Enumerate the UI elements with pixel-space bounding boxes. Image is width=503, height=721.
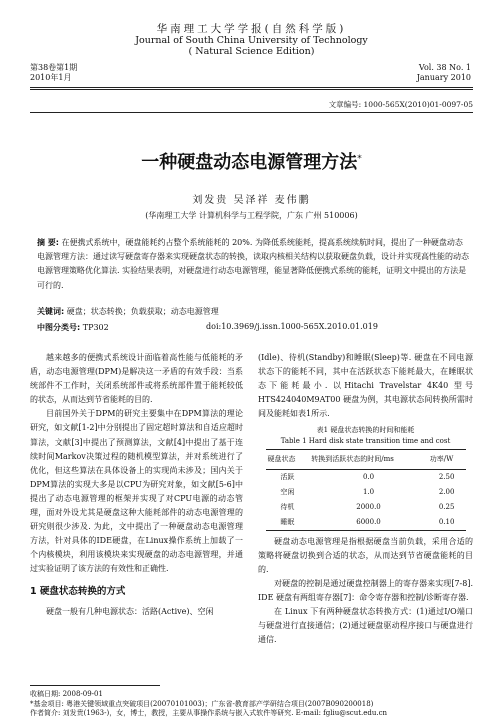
table-cell: 2000.0 [356, 502, 381, 511]
footnote-fund: *基金项目: 粤港关键领域重点突破项目(20070101003)；广东省-教育部产学研结合项目(2007B090200018) [30, 699, 374, 708]
keywords-text: 硬盘；状态转换；负载获取；动态电源管理 [66, 307, 219, 316]
journal-header [0, 24, 503, 57]
date-cn: 2010年1月 [30, 73, 72, 82]
left-column [30, 351, 243, 619]
table-row [266, 500, 466, 515]
journal-title-cn: 华南理工大学学报(自然科学版) [156, 23, 347, 35]
table-cell: 1.0 [362, 487, 375, 496]
section-heading: 1 硬盘状态转换的方式 [30, 585, 126, 597]
paragraph: 越来越多的便携式系统设计面临着高性能与低能耗的矛盾，动态电源管理(DPM)是解决这一矛盾的有效手段：当系统部件不工作时，关闭系统部件或将系统部件置于能耗较低的状态，从而达到节省能耗的目的. [30, 353, 243, 405]
clc-label: 中图分类号: [37, 323, 81, 332]
clc-number [37, 322, 109, 333]
table-cell: 6000.0 [309, 515, 427, 531]
table-cell: 睡眠 [266, 515, 310, 531]
footnote-author: 作者简介: 刘发贵(1963-)，女，博士，教授，主要从事操作系统与嵌入式软件等研究. E-mail: fgliu@scut.edu.cn [30, 709, 388, 717]
issue-info-cn [30, 63, 77, 83]
keywords-label: 关键词: [37, 307, 65, 316]
table-cell: 待机 [280, 502, 295, 511]
affiliation: (华南理工大学 计算机科学与工程学院，广东 广州 510006) [145, 211, 358, 220]
table-row [266, 469, 466, 485]
paragraph: 目前国外关于DPM的研究主要集中在DPM算法的理论研究，如文献[1-2]中分别提出了固定超时算法和自适应超时算法，文献[3]中提出了预测算法，文献[4]中提出了基于连续时间Markov决策过程的随机模型算法，并对系统进行了优化，但这些算法在具体设备上的实现尚未涉及；国内关于DPM算法的实现大多是以CPU为研究对象，如文献[5-6]中提出了动态电源管理的框架并实现了对CPU电源的动态管理，面对外设尤其是硬盘这种大能耗部件的动态电源管理的研究则很少涉及. 为此，文中提出了一种硬盘动态电源管理方法，针对具体的IDE硬盘，在Linux操作系统上加载了一个内核模块，利用该模块来实现硬盘的动态电源管理，并通过实验证明了该方法的有效性和正确性. [30, 409, 243, 574]
paragraph: 在 Linux 下有两种硬盘状态转换方式：(1)通过I/O端口与硬盘进行直接通信；(2)通过硬盘驱动程序接口与硬盘进行通信. [258, 607, 473, 645]
footnotes [30, 690, 475, 719]
table-cell: 2.50 [438, 472, 455, 481]
table-cell: 0.0 [362, 472, 375, 481]
authors: 刘发贵 吴泽祥 麦伟鹏 [192, 195, 311, 206]
table-caption-en: Table 1 Hard disk state transition time and cost [280, 437, 451, 446]
table-cell: 0.10 [428, 515, 466, 531]
table-cell: 空闲 [280, 487, 295, 496]
header-rule-bottom [30, 89, 473, 90]
paper-title [0, 148, 503, 174]
table-cell: 0.25 [438, 502, 455, 511]
clc-text: TP302 [82, 323, 109, 332]
paper-title-text: 一种硬盘动态电源管理方法 [141, 152, 358, 173]
title-footnote-mark: * [357, 154, 362, 164]
volume-cn: 第38卷第1期 [30, 63, 78, 72]
table-header: 转换到活跃状态的时间/ms [309, 450, 427, 469]
table-row [266, 515, 466, 531]
abstract-label: 摘 要: [37, 238, 59, 247]
table-cell: 活跃 [280, 472, 295, 481]
date-en: January 2010 [416, 73, 471, 82]
doi: doi:10.3969/j.issn.1000-565X.2010.01.019 [206, 322, 378, 331]
right-column [258, 351, 473, 647]
table-cell: 2.00 [438, 487, 455, 496]
paragraph: (Idle)、待机(Standby)和睡眠(Sleep)等. 硬盘在不同电源状态下的能耗不同，其中在活跃状态下能耗最大，在睡眠状态下能耗最小. 以Hitachi Travelstar 4K40 型号 HTS424040M9AT00 硬盘为例，其电源状态间转换所需时间及能耗如表1所示. [258, 353, 473, 419]
table-header: 硬盘状态 [266, 450, 310, 469]
footnote-received: 收稿日期: 2008-09-01 [30, 690, 103, 698]
header-rule-top [30, 87, 473, 88]
abstract-text: 在便携式系统中，硬盘能耗约占整个系统能耗的 20%. 为降低系统能耗，提高系统续航时间，提出了一种硬盘动态电源管理方法：通过读写硬盘寄存器来实现硬盘状态的转换，读取内核相关结构以获取硬盘负载，设计并实现高性能的动态电源管理策略优化算法. 实验结果表明，对硬盘进行动态电源管理，能显著降低便携式系统的能耗，证明文中提出的方法是可行的. [37, 238, 469, 290]
abstract [37, 236, 469, 293]
article-number: 文章编号: 1000-565X(2010)01-0097-05 [328, 100, 473, 109]
paragraph: 硬盘动态电源管理是指根据硬盘当前负载，采用合适的策略将硬盘切换到合适的状态，从而达到节省硬盘能耗的目的. [258, 536, 473, 574]
table-header-row [266, 450, 466, 469]
article-rule [30, 112, 473, 113]
table-header: 功率/W [428, 450, 466, 469]
paragraph: 硬盘一般有几种电源状态：活路(Active)、空闲 [46, 606, 214, 616]
table-row [266, 485, 466, 500]
volume-en: Vol. 38 No. 1 [418, 63, 471, 72]
journal-title-en: Journal of South China University of Technology [135, 35, 368, 46]
table-caption-cn: 表1 硬盘状态转换的时间和能耗 [316, 426, 415, 435]
journal-subtitle-en: ( Natural Science Edition) [188, 46, 315, 57]
paragraph: 对硬盘的控制是通过硬盘控制器上的寄存器来实现[7-8]. IDE 硬盘有两组寄存器[7]：命令寄存器和控制/诊断寄存器. [258, 578, 473, 602]
state-transition-table [266, 449, 466, 530]
issue-info-en [417, 63, 471, 83]
keywords [37, 306, 219, 317]
footnote-rule [30, 685, 160, 686]
